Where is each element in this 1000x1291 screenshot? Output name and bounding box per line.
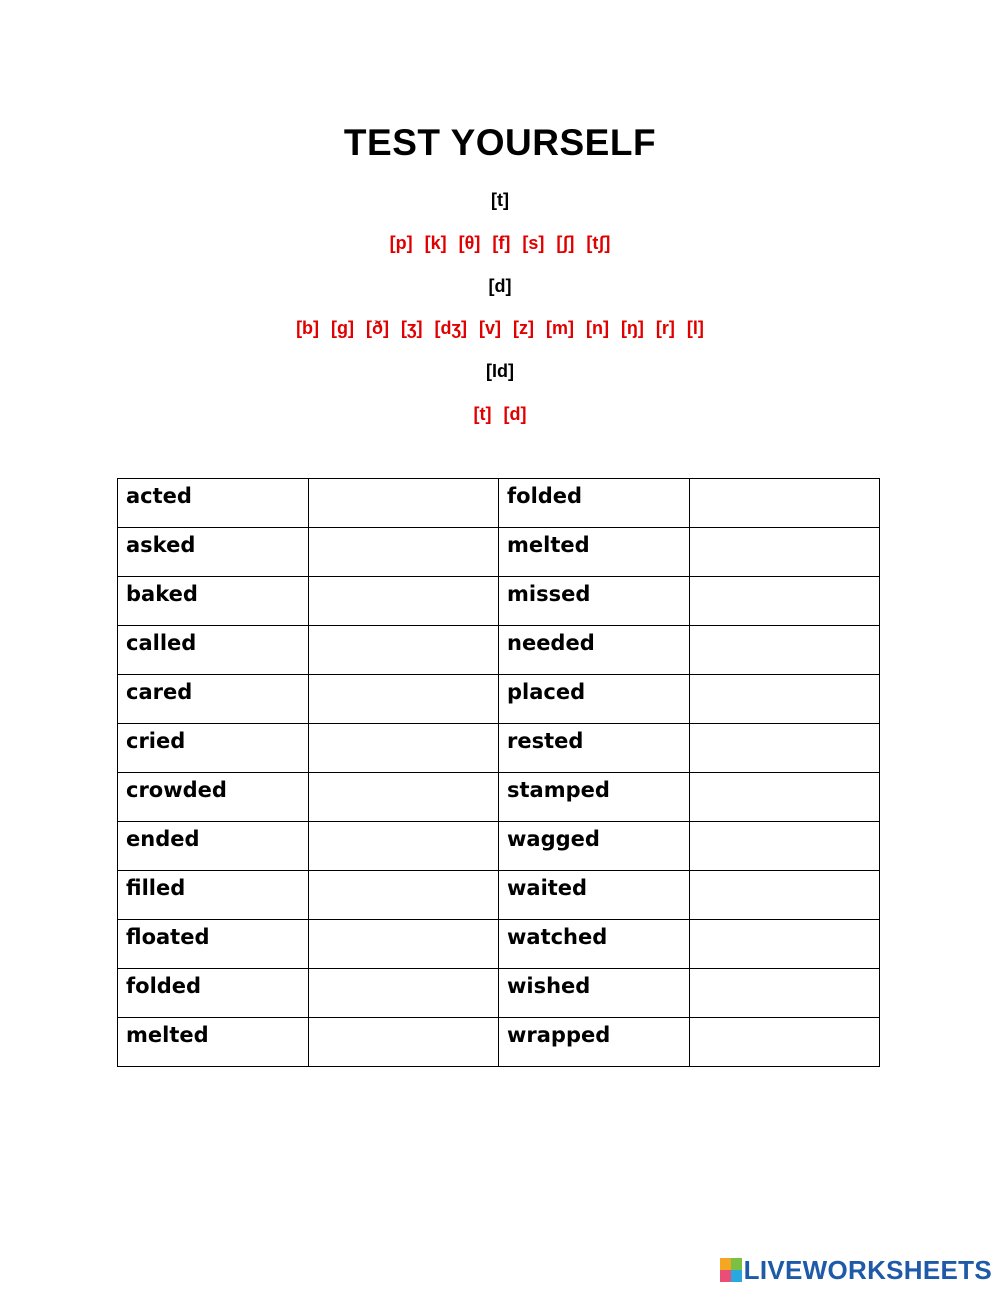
sound-symbol: [b] xyxy=(296,318,320,338)
answer-cell[interactable] xyxy=(308,969,499,1018)
table-row xyxy=(118,969,880,1018)
sound-symbol: [ð] xyxy=(366,318,390,338)
answer-cell[interactable] xyxy=(308,822,499,871)
answer-cell[interactable] xyxy=(308,773,499,822)
table-row xyxy=(118,871,880,920)
word-cell: waited xyxy=(499,871,690,920)
sound-symbol: [k] xyxy=(424,233,447,253)
answer-cell[interactable] xyxy=(689,724,880,773)
sound-symbol: [θ] xyxy=(458,233,481,253)
word-cell: melted xyxy=(499,528,690,577)
word-cell: needed xyxy=(499,626,690,675)
sound-symbol: [n] xyxy=(585,318,609,338)
answer-cell[interactable] xyxy=(689,969,880,1018)
sound-group-t-label: [t] xyxy=(491,190,509,210)
sound-symbol: [v] xyxy=(478,318,501,338)
word-cell: missed xyxy=(499,577,690,626)
answer-cell[interactable] xyxy=(689,626,880,675)
table-row xyxy=(118,1018,880,1067)
answer-cell[interactable] xyxy=(308,528,499,577)
table-row xyxy=(118,626,880,675)
word-table xyxy=(117,478,880,1067)
word-cell: stamped xyxy=(499,773,690,822)
sound-group-id-label: [Id] xyxy=(486,361,514,381)
word-cell: wrapped xyxy=(499,1018,690,1067)
page-title: TEST YOURSELF xyxy=(343,122,657,163)
table-row xyxy=(118,675,880,724)
brand-text: LIVEWORKSHEETS xyxy=(743,1254,992,1285)
sound-symbol: [r] xyxy=(655,318,675,338)
sound-group-id-symbols xyxy=(0,404,1000,425)
table-row xyxy=(118,920,880,969)
table-row xyxy=(118,528,880,577)
sound-symbol: [ʒ] xyxy=(401,318,423,338)
sound-symbol: [g] xyxy=(331,318,355,338)
sound-symbol: [ŋ] xyxy=(620,318,644,338)
liveworksheets-logo-icon xyxy=(720,1258,742,1282)
sound-symbol: [s] xyxy=(522,233,545,253)
word-cell: filled xyxy=(118,871,309,920)
answer-cell[interactable] xyxy=(308,479,499,528)
answer-cell[interactable] xyxy=(308,577,499,626)
table-row xyxy=(118,577,880,626)
answer-cell[interactable] xyxy=(689,479,880,528)
word-cell: watched xyxy=(499,920,690,969)
sound-symbol: [ʃ] xyxy=(556,233,575,253)
answer-cell[interactable] xyxy=(308,871,499,920)
sound-symbol: [z] xyxy=(512,318,534,338)
word-cell: crowded xyxy=(118,773,309,822)
word-cell: baked xyxy=(118,577,309,626)
answer-cell[interactable] xyxy=(689,871,880,920)
word-cell: rested xyxy=(499,724,690,773)
answer-cell[interactable] xyxy=(308,675,499,724)
sound-group-d-label: [d] xyxy=(488,276,512,296)
word-cell: wished xyxy=(499,969,690,1018)
table-row xyxy=(118,773,880,822)
answer-cell[interactable] xyxy=(689,1018,880,1067)
table-row xyxy=(118,822,880,871)
sound-symbol: [t] xyxy=(473,404,492,424)
word-cell: folded xyxy=(118,969,309,1018)
answer-cell[interactable] xyxy=(308,626,499,675)
word-cell: melted xyxy=(118,1018,309,1067)
answer-cell[interactable] xyxy=(689,773,880,822)
word-cell: floated xyxy=(118,920,309,969)
answer-cell[interactable] xyxy=(689,920,880,969)
word-cell: acted xyxy=(118,479,309,528)
sound-symbol: [l] xyxy=(686,318,704,338)
sound-symbol: [f] xyxy=(492,233,511,253)
table-row xyxy=(118,724,880,773)
word-cell: cried xyxy=(118,724,309,773)
word-cell: placed xyxy=(499,675,690,724)
table-row xyxy=(118,479,880,528)
word-cell: cared xyxy=(118,675,309,724)
word-cell: asked xyxy=(118,528,309,577)
answer-cell[interactable] xyxy=(689,822,880,871)
sound-symbol: [tʃ] xyxy=(586,233,611,253)
answer-cell[interactable] xyxy=(308,724,499,773)
word-cell: ended xyxy=(118,822,309,871)
word-cell: folded xyxy=(499,479,690,528)
answer-cell[interactable] xyxy=(689,528,880,577)
sound-symbol: [p] xyxy=(389,233,413,253)
answer-cell[interactable] xyxy=(689,675,880,724)
sound-group-d-symbols xyxy=(0,318,1000,339)
liveworksheets-brand xyxy=(720,1254,992,1286)
answer-cell[interactable] xyxy=(308,920,499,969)
sound-symbol: [m] xyxy=(545,318,574,338)
answer-cell[interactable] xyxy=(308,1018,499,1067)
sound-group-t-symbols xyxy=(0,233,1000,254)
word-cell: wagged xyxy=(499,822,690,871)
answer-cell[interactable] xyxy=(689,577,880,626)
sound-symbol: [d] xyxy=(503,404,527,424)
word-cell: called xyxy=(118,626,309,675)
sound-symbol: [dʒ] xyxy=(434,318,467,338)
